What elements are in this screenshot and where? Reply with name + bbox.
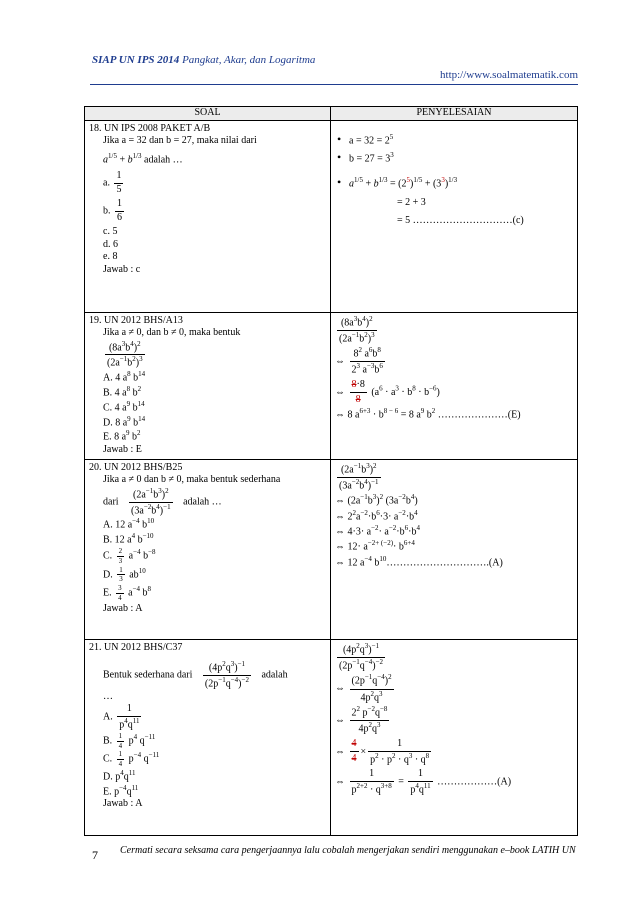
q18-solution xyxy=(331,120,578,312)
q19-answer: Jawab : E xyxy=(103,444,142,456)
q19-sol-final: ⇔ 8 $a^{6+3} \cdot b^{8 - 6} = 8$ $a^9$ $b^2$ …………………(E) xyxy=(335,406,521,421)
table-row xyxy=(85,459,578,639)
q19-option-a: A. 4 $a^8$ $b^{14}$ xyxy=(103,370,146,384)
problem-table xyxy=(84,106,578,836)
q20-sol-line5: ⇔ $12\cdot a^{-2+ (-2)}\cdot b^{6+4}$ xyxy=(335,539,415,553)
q21-question xyxy=(85,639,331,835)
table-row xyxy=(85,312,578,459)
q19-question xyxy=(85,312,331,459)
q18-option-c: c. 5 xyxy=(103,226,118,238)
table-row xyxy=(85,639,578,835)
q19-option-d: D. 8 $a^9$ $b^{14}$ xyxy=(103,414,146,428)
page-header-title xyxy=(92,54,315,66)
q18-prompt: Jika a = 32 dan b = 27, maka nilai dari xyxy=(103,135,257,146)
page-number: 7 xyxy=(92,848,98,862)
q19-option-b: B. 4 $a^8$ $b^2$ xyxy=(103,384,142,399)
footer-note: Cermati secara seksama cara pengerjaannya lalu cobalah mengerjakan sendiri menggunakan e–book LATIH UN xyxy=(120,845,576,856)
q21-sol-line4: ⇔ $\frac{4}{4}$ × $\frac{1}{p^2 \cdot p^2 \cdot q^3 \cdot q^8}$ xyxy=(335,737,430,766)
q18-sol-step: = 2 + 3 xyxy=(397,196,426,208)
q19-solution xyxy=(331,312,578,459)
q18-tail: adalah … xyxy=(144,153,183,165)
q19-expression: $\frac{(8a^3b^4)^2}{(2a^{-1}b^2)^3}$ xyxy=(107,339,143,369)
q18-sol-line1: • $a = 32 = 2^5$ xyxy=(335,133,573,148)
q20-sol-line4: ⇔ $4\cdot 3\cdot a^{-2}\cdot a^{-2}\cdot b^6\cdot b^4$ xyxy=(335,524,420,538)
q21-source: UN 2012 BHS/C37 xyxy=(104,641,183,653)
q21-solution xyxy=(331,639,578,835)
q20-number: 20. xyxy=(89,461,102,473)
q21-option-a: A. $\frac{1}{p^4q^{11}}$ xyxy=(103,703,140,731)
q21-option-e: E. $p^{-4}q^{11}$ xyxy=(103,783,139,797)
q20-option-e: E. $\frac{3}{4}$ $a^{-4}$ $b^8$ xyxy=(103,584,152,602)
q19-number: 19. xyxy=(89,314,102,326)
header-title-bold: SIAP UN IPS 2014 xyxy=(92,54,180,66)
header-divider xyxy=(90,84,578,85)
q21-answer: Jawab : A xyxy=(103,798,143,810)
column-header-soal: SOAL xyxy=(85,107,331,121)
q21-sol-final: ⇔ $\frac{1}{p^{2+2} \cdot q^{3+8}}$ = $\frac{1}{p^4q^{11}}$ ………………(A) xyxy=(335,768,512,796)
q18-source: UN IPS 2008 PAKET A/B xyxy=(104,122,211,134)
q21-sol-line2: ⇔ $\frac{(2p^{-1}q^{-4})^2}{4p^2q^3}$ xyxy=(335,673,392,704)
q20-sol-line1: $\frac{(2a^{-1}b^3)^2}{(3a^{-2}b^4)^{-1}}$ xyxy=(339,461,379,492)
q19-option-e: E. 8 $a^9$ $b^2$ xyxy=(103,429,141,443)
q18-answer: Jawab : c xyxy=(103,263,141,275)
table-header-row xyxy=(85,107,578,121)
q18-number: 18. xyxy=(89,122,102,134)
table-row xyxy=(85,120,578,312)
q20-prompt: Jika a ≠ 0 dan b ≠ 0, maka bentuk sederhana xyxy=(103,474,281,486)
q20-question xyxy=(85,459,331,639)
q20-sol-line2: ⇔ $(2a^{-1}b^3)^2$ $(3a^{-2}b^4)$ xyxy=(335,493,418,507)
q19-sol-line2: ⇔ $\frac{8^2 a^6b^8}{2^3 a^{-3}b^6}$ xyxy=(335,346,383,376)
q18-option-d: d. 6 xyxy=(103,238,118,250)
q21-sol-line1: $\frac{(4p^2q^3)^{-1}}{(2p^{-1}q^{-4})^{-2}}$ xyxy=(339,641,384,672)
q18-expression: $a^{1/5} + b^{1/3}$ adalah … xyxy=(103,151,183,165)
header-title-topic: Pangkat, Akar, dan Logaritma xyxy=(182,54,316,66)
q20-option-b: B. 12 $a^4$ $b^{-10}$ xyxy=(103,532,154,546)
q18-question xyxy=(85,120,331,312)
q20-option-a: A. 12 $a^{-4}$ $b^{10}$ xyxy=(103,517,155,531)
q20-source: UN 2012 BHS/B25 xyxy=(104,461,183,473)
q19-source: UN 2012 BHS/A13 xyxy=(104,314,183,326)
q20-solution xyxy=(331,459,578,639)
q20-option-d: D. $\frac{1}{3}$ $ab^{10}$ xyxy=(103,565,146,584)
q18-option-a: a. $\frac{1}{5}$ xyxy=(103,170,122,195)
q21-dots: … xyxy=(103,690,113,702)
q20-option-c: C. $\frac{2}{3}$ $a^{-4}$ $b^{-8}$ xyxy=(103,547,156,565)
q19-sol-line3: ⇔ $\frac{8\cdot 8}{8}$ $(a^6 \cdot a^3 \cdot b^8 \cdot b^{-6})$ xyxy=(335,378,440,405)
q19-prompt: Jika a ≠ 0, dan b ≠ 0, maka bentuk xyxy=(103,327,241,338)
q18-sol-line3: • $a^{1/5} + b^{1/3} = (2^5)^{1/5} + (3^3)^{1/3}$ xyxy=(335,176,573,191)
q21-sol-line3: ⇔ $\frac{2^2 p^{-2}q^{-8}}{4p^2q^3}$ xyxy=(335,705,388,735)
q21-option-b: B. $\frac{1}{4}$ $p^4$ $q^{-11}$ xyxy=(103,731,156,750)
header-url[interactable]: http://www.soalmatematik.com xyxy=(440,69,578,81)
q21-expression: Bentuk sederhana dari $\frac{(4p^2q^3)^{-1}}{(2p^{-1}q^{-4})^{-2}}$ adalah xyxy=(103,660,288,690)
q21-option-c: C. $\frac{1}{4}$ $p^{-4}$ $q^{-11}$ xyxy=(103,750,160,769)
q20-sol-line3: ⇔ $2^2a^{-2}\cdot b^6\cdot 3\cdot a^{-2}\cdot b^4$ xyxy=(335,508,418,523)
q20-sol-final: ⇔ 12 $a^{-4}$ $b^{10}\dots\dots\dots\dots\dots\dots\dots\dots\dots\dots.(A)$ xyxy=(335,554,503,569)
q18-sol-final: = 5 …………………………(c) xyxy=(397,215,524,227)
q20-answer: Jawab : A xyxy=(103,602,143,614)
q18-sol-line2: • $b = 27 = 3^3$ xyxy=(335,151,573,166)
column-header-penyelesaian: PENYELESAIAN xyxy=(331,107,578,121)
q20-expression: dari $\frac{(2a^{-1}b^3)^2}{(3a^{-2}b^4)^{-1}}$ adalah … xyxy=(103,486,222,516)
q18-option-b: b. $\frac{1}{6}$ xyxy=(103,198,122,223)
q21-number: 21. xyxy=(89,641,102,653)
q19-sol-line1: $\frac{(8a^3b^4)^2}{(2a^{-1}b^2)^3}$ xyxy=(339,314,375,345)
q18-option-e: e. 8 xyxy=(103,251,118,263)
q19-option-c: C. 4 $a^9$ $b^{14}$ xyxy=(103,399,145,414)
q21-option-d: D. $p^4q^{11}$ xyxy=(103,768,136,783)
